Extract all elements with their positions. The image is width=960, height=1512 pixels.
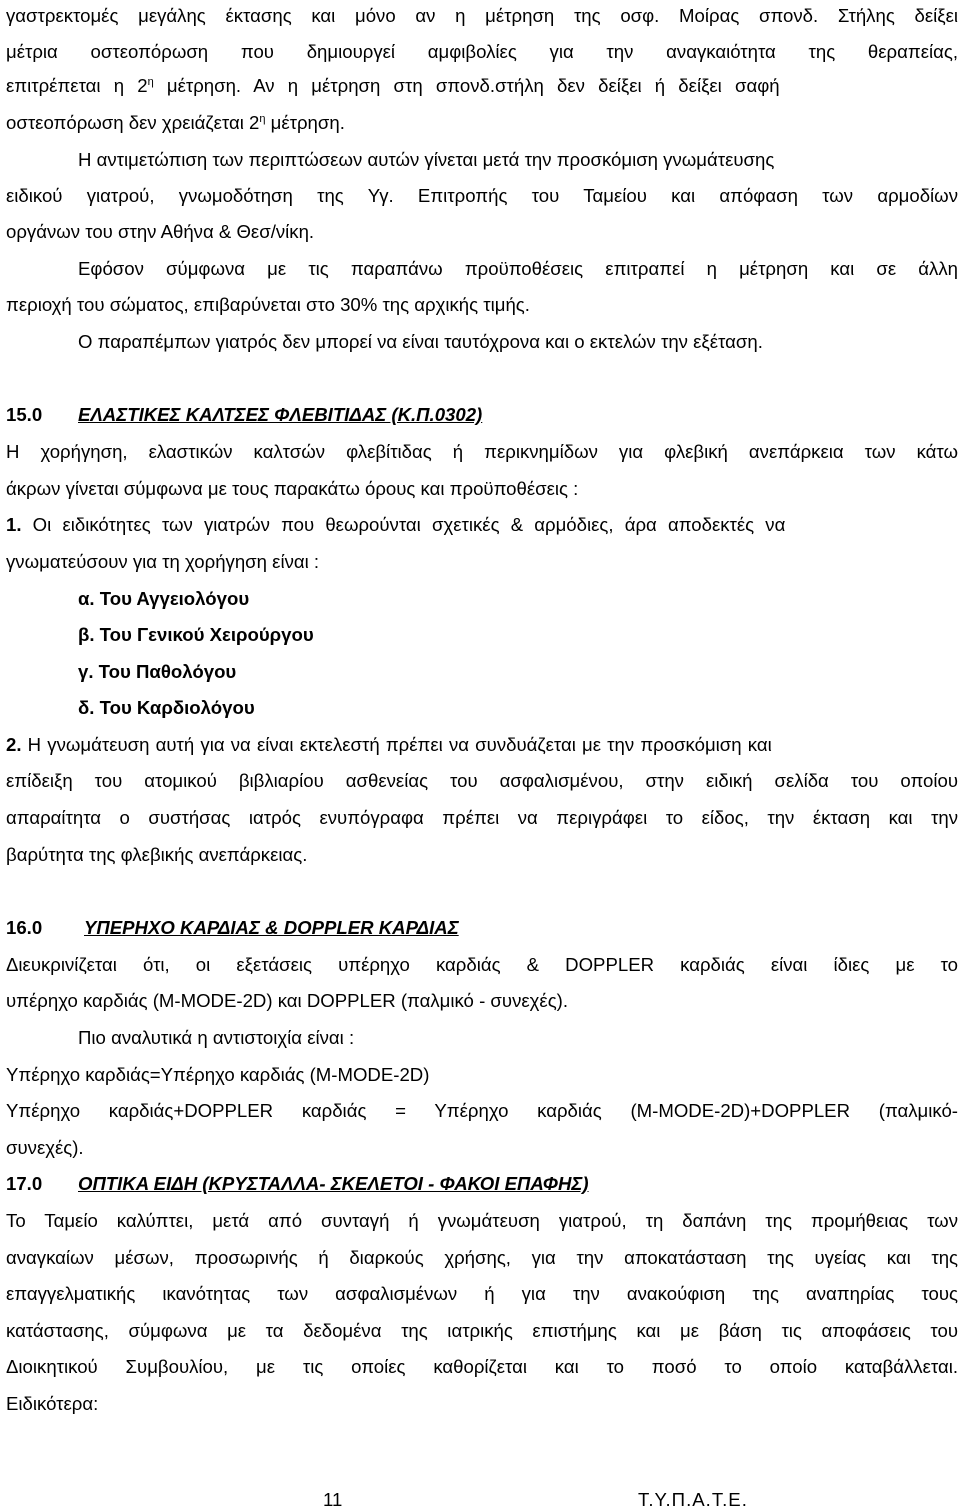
text-fragment: επιτρέπεται η 2 (6, 75, 148, 96)
text-line: περιοχή του σώματος, επιβαρύνεται στο 30% της αρχικής τιμής. (6, 294, 530, 315)
text-fragment: μέτρηση. (265, 112, 345, 133)
footer-organization: Τ.Υ.Π.Α.Τ.Ε. (638, 1489, 748, 1510)
text-line: επίδειξη του ατομικού βιβλιαρίου ασθενείας του ασφαλισμένου, στην ειδική σελίδα του οποίου (6, 770, 958, 791)
superscript: η (147, 76, 154, 88)
text-line: Εφόσον σύμφωνα με τις παραπάνω προϋποθέσεις επιτραπεί η μέτρηση και σε άλλη (78, 258, 958, 279)
text-line: απαραίτητα ο συστήσας ιατρός ενυπόγραφα πρέπει να περιγράφει το είδος, την έκταση και την (6, 807, 958, 828)
text-line (6, 513, 958, 537)
section-heading (6, 1172, 958, 1196)
text-line: ειδικού γιατρού, γνωμοδότηση της Υγ. Επιτροπής του Ταμείου και απόφαση των αρμοδίων (6, 185, 958, 206)
text-line: οργάνων του στην Αθήνα & Θεσ/νίκη. (6, 221, 315, 242)
section-heading (6, 403, 958, 427)
section-title: ΥΠΕΡΗΧΟ ΚΑΡΔΙΑΣ & DOPPLER ΚΑΡΔΙΑΣ (84, 917, 459, 938)
text-line: Το Ταμείο καλύπτει, μετά από συνταγή ή γνωμάτευση γιατρού, τη δαπάνη της προμήθειας των (6, 1210, 958, 1231)
text-line: Διοικητικού Συμβουλίου, με τις οποίες καθορίζεται και το ποσό το οποίο καταβάλλεται. (6, 1356, 958, 1377)
list-item: α. Του Αγγειολόγου (78, 588, 250, 609)
text-line (6, 74, 958, 98)
list-number: 1. (6, 514, 22, 535)
list-item: β. Του Γενικού Χειρούργου (78, 624, 314, 645)
text-line: Υπέρηχο καρδιάς=Υπέρηχο καρδιάς (M-MODE-2D) (6, 1064, 430, 1085)
section-heading (6, 916, 958, 940)
text-line: βαρύτητα της φλεβικής ανεπάρκειας. (6, 844, 308, 865)
text-line: άκρων γίνεται σύμφωνα με τους παρακάτω όρους και προϋποθέσεις : (6, 478, 579, 499)
page-number: 11 (323, 1489, 343, 1510)
text-line (6, 733, 958, 757)
text-line: Υπέρηχο καρδιάς+DOPPLER καρδιάς = Υπέρηχο καρδιάς (M-MODE-2D)+DOPPLER (παλμικό- (6, 1100, 958, 1121)
text-line: γνωματεύσουν για τη χορήγηση είναι : (6, 551, 320, 572)
text-line: Ο παραπέμπων γιατρός δεν μπορεί να είναι ταυτόχρονα και ο εκτελών την εξέταση. (78, 331, 763, 352)
list-number: 2. (6, 734, 22, 755)
section-title: ΟΠΤΙΚΑ ΕΙΔΗ (ΚΡΥΣΤΑΛΛΑ- ΣΚΕΛΕΤΟΙ - ΦΑΚΟΙ ΕΠΑΦΗΣ) (78, 1173, 589, 1194)
text-line: υπέρηχο καρδιάς (M-MODE-2D) και DOPPLER (παλμικό - συνεχές). (6, 990, 569, 1011)
text-fragment: μέτρηση. Αν η μέτρηση στη σπονδ.στήλη δεν δείξει ή δείξει σαφή (153, 75, 780, 96)
section-number: 17.0 (6, 1173, 43, 1194)
text-line: Η χορήγηση, ελαστικών καλτσών φλεβίτιδας ή περικνημίδων για φλεβική ανεπάρκεια των κάτω (6, 441, 958, 462)
text-line: Διευκρινίζεται ότι, οι εξετάσεις υπέρηχο καρδιάς & DOPPLER καρδιάς είναι ίδιες με το (6, 954, 958, 975)
section-number: 15.0 (6, 404, 43, 425)
text-line: γαστρεκτομές μεγάλης έκτασης και μόνο αν η μέτρηση της οσφ. Μοίρας σπονδ. Στήλης δείξει (6, 5, 958, 26)
text-line: μέτρια οστεοπόρωση που δημιουργεί αμφιβολίες για την αναγκαιότητα της θεραπείας, (6, 41, 958, 62)
text-line: Η αντιμετώπιση των περιπτώσεων αυτών γίνεται μετά την προσκόμιση γνωμάτευσης (78, 149, 775, 170)
text-line: επαγγελματικής ικανότητας των ασφαλισμένων ή για την ανακούφιση της αναπηρίας τους (6, 1283, 958, 1304)
section-title: ΕΛΑΣΤΙΚΕΣ ΚΑΛΤΣΕΣ ΦΛΕΒΙΤΙΔΑΣ (Κ.Π.0302) (78, 404, 483, 425)
text-fragment: Η γνωμάτευση αυτή για να είναι εκτελεστή πρέπει να συνδυάζεται με την προσκόμιση και (21, 734, 772, 755)
text-line: Πιο αναλυτικά η αντιστοιχία είναι : (78, 1027, 355, 1048)
list-item: γ. Του Παθολόγου (78, 661, 237, 682)
superscript: η (259, 113, 266, 125)
text-line (6, 111, 958, 135)
text-line: συνεχές). (6, 1137, 84, 1158)
text-line: Ειδικότερα: (6, 1393, 99, 1414)
text-line: κατάστασης, σύμφωνα με τα δεδομένα της ιατρικής επιστήμης και με βάση τις αποφάσεις του (6, 1320, 958, 1341)
text-fragment: οστεοπόρωση δεν χρειάζεται 2 (6, 112, 260, 133)
section-number: 16.0 (6, 917, 43, 938)
text-line: αναγκαίων μέσων, προσωρινής ή διαρκούς χρήσης, για την αποκατάσταση της υγείας και της (6, 1247, 958, 1268)
text-fragment: Οι ειδικότητες των γιατρών που θεωρούνται σχετικές & αρμόδιες, άρα αποδεκτές να (21, 514, 786, 535)
list-item: δ. Του Καρδιολόγου (78, 697, 255, 718)
